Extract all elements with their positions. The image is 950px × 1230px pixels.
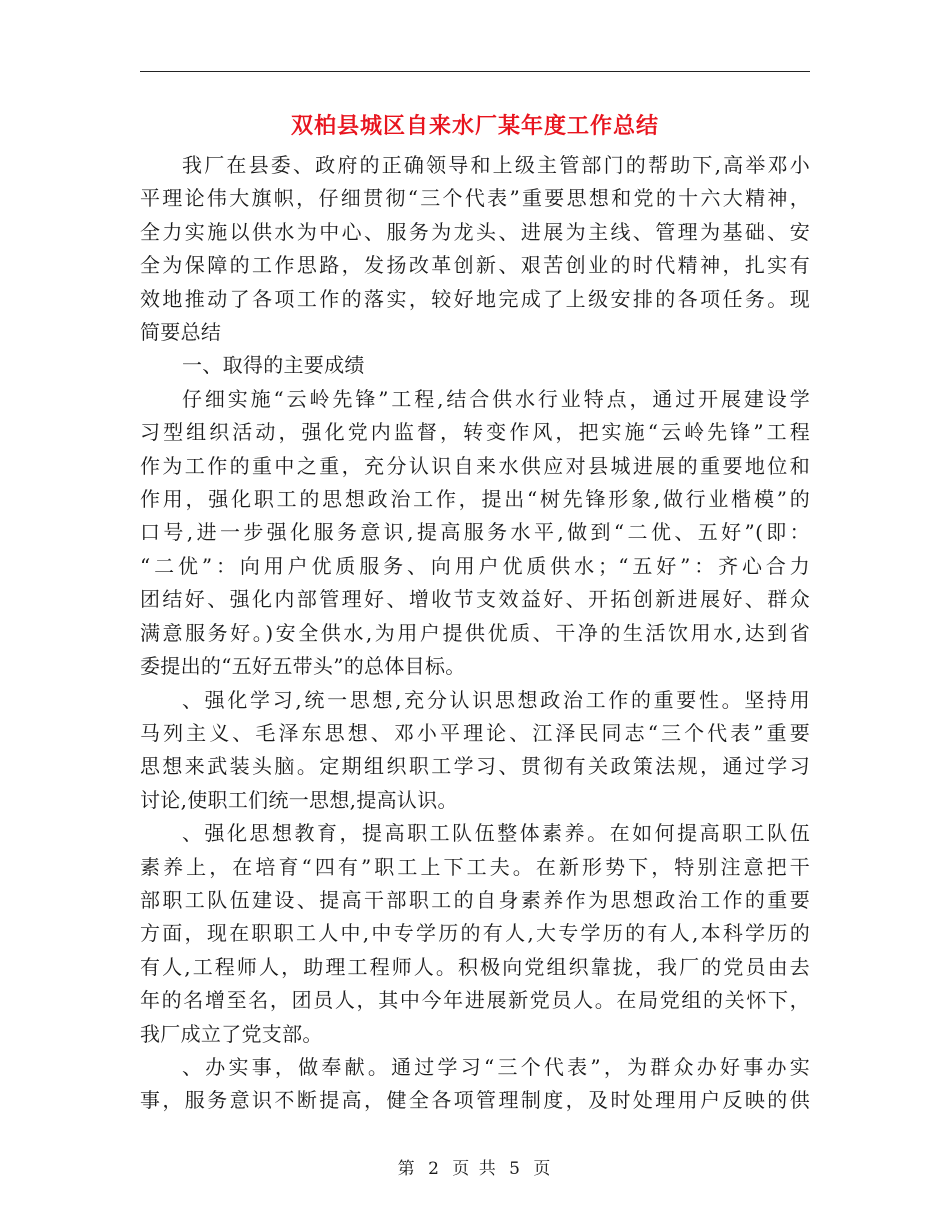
paragraph-line: 平理论伟大旗帜，仔细贯彻“三个代表”重要思想和党的十六大精神， (140, 186, 810, 211)
paragraph-line: 满意服务好。)安全供水,为用户提供优质、干净的生活饮用水,达到省 (140, 620, 810, 645)
footer-prefix: 第 (397, 1159, 417, 1179)
document-title: 双柏县城区自来水厂某年度工作总结 (290, 113, 659, 139)
paragraph-line: 作为工作的重中之重，充分认识自来水供应对县城进展的重要地位和 (140, 453, 810, 478)
paragraph-line: 素养上，在培育“四有”职工上下工夫。在新形势下，特别注意把干 (140, 854, 810, 879)
footer-total-pages: 5 (509, 1159, 522, 1179)
paragraph-line: 、强化学习,统一思想,充分认识思想政治工作的重要性。坚持用 (182, 687, 810, 712)
paragraph-line: 全力实施以供水为中心、服务为龙头、进展为主线、管理为基础、安 (140, 219, 810, 244)
paragraph-line: 、办实事，做奉献。通过学习“三个代表”，为群众办好事办实 (182, 1054, 810, 1079)
paragraph-line: 团结好、强化内部管理好、增收节支效益好、开拓创新进展好、群众 (140, 587, 810, 612)
paragraph-line: 习型组织活动，强化党内监督，转变作风，把实施“云岭先锋”工程 (140, 420, 810, 445)
paragraph-line: 马列主义、毛泽东思想、邓小平理论、江泽民同志“三个代表”重要 (140, 720, 810, 745)
paragraph (140, 684, 810, 818)
paragraph (140, 349, 810, 382)
footer-suffix: 页 (533, 1159, 553, 1179)
paragraph-line: 讨论,使职工们统一思想,提高认识。 (140, 787, 458, 812)
page-footer (0, 1154, 950, 1179)
paragraph-line: 方面，现在职职工人中,中专学历的有人,大专学历的有人,本科学历的 (140, 921, 810, 946)
paragraph-line: 我厂在县委、政府的正确领导和上级主管部门的帮助下,高举邓小 (182, 153, 810, 177)
footer-middle: 页 共 (452, 1159, 498, 1179)
paragraph-line: 简要总结 (140, 320, 222, 345)
header-rule (140, 71, 810, 72)
paragraph-line: 事，服务意识不断提高，健全各项管理制度，及时处理用户反映的供 (140, 1088, 810, 1113)
paragraph-line: 我厂成立了党支部。 (140, 1021, 323, 1046)
paragraph-line: 作用，强化职工的思想政治工作，提出“树先锋形象,做行业楷模”的 (140, 487, 810, 512)
paragraph-line: 全为保障的工作思路，发扬改革创新、艰苦创业的时代精神，扎实有 (140, 253, 810, 278)
paragraph-line: 有人,工程师人，助理工程师人。积极向党组织靠拢，我厂的党员由去 (140, 954, 810, 979)
paragraph-line: 效地推动了各项工作的落实，较好地完成了上级安排的各项任务。现 (140, 286, 810, 311)
paragraph (140, 383, 810, 684)
paragraph-line: 年的名增至名，团员人，其中今年进展新党员人。在局党组的关怀下， (140, 988, 810, 1013)
paragraph-line: 、强化思想教育，提高职工队伍整体素养。在如何提高职工队伍 (182, 821, 810, 846)
paragraph-line: 仔细实施“云岭先锋”工程,结合供水行业特点，通过开展建设学 (182, 386, 810, 411)
paragraph (140, 817, 810, 1051)
paragraph-line: 部职工队伍建设、提高干部职工的自身素养作为思想政治工作的重要 (140, 887, 810, 912)
paragraph (140, 1051, 810, 1118)
footer-page-number: 2 (428, 1159, 441, 1179)
paragraph-line: 思想来武装头脑。定期组织职工学习、贯彻有关政策法规，通过学习 (140, 754, 810, 779)
document-body (140, 149, 810, 1118)
paragraph-line: 委提出的“五好五带头”的总体目标。 (140, 654, 466, 679)
paragraph-line: “二优”：向用户优质服务、向用户优质供水；“五好”：齐心合力 (140, 553, 810, 578)
paragraph-line: 一、取得的主要成绩 (182, 353, 365, 378)
paragraph (140, 149, 810, 349)
paragraph-line: 口号,进一步强化服务意识,提高服务水平,做到“二优、五好”(即： (140, 520, 810, 545)
